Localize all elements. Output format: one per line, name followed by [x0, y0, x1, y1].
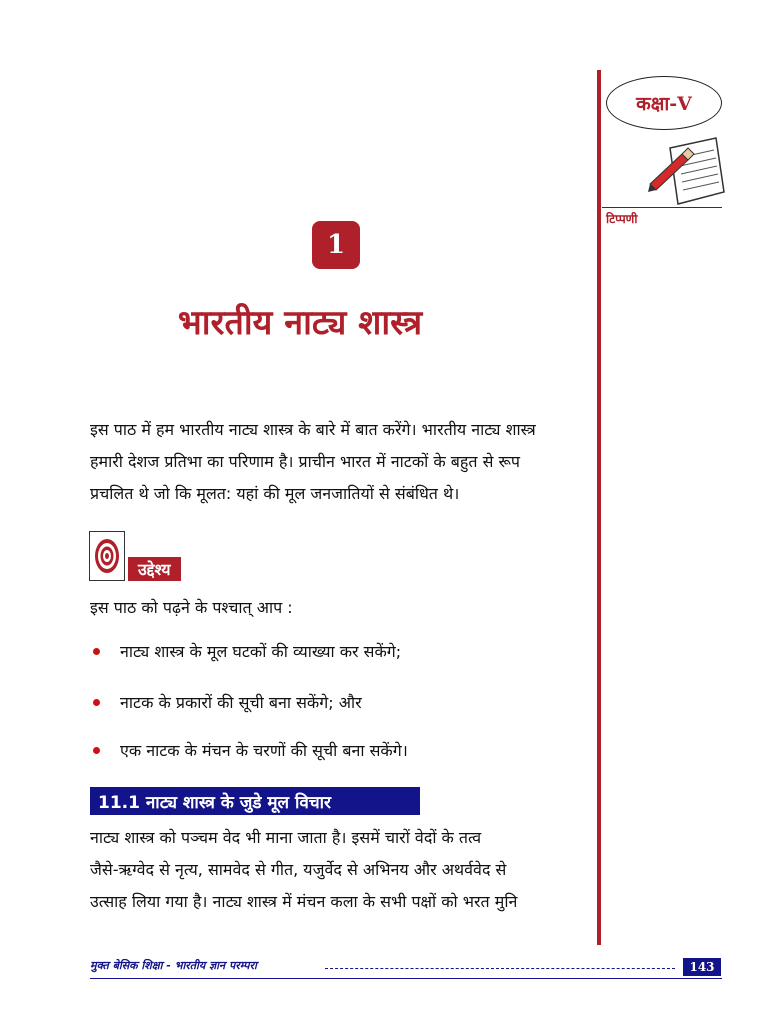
section-heading: 11.1 नाट्य शास्त्र के जुडे मूल विचार	[90, 787, 420, 815]
objectives-lead: इस पाठ को पढ़ने के पश्चात् आप :	[90, 598, 293, 617]
section-line: उत्साह लिया गया है। नाट्य शास्त्र में मंचन कला के सभी पक्षों को भरत मुनि	[90, 892, 518, 911]
chapter-number	[312, 221, 360, 269]
footer-rule	[90, 978, 722, 979]
intro-line: हमारी देशज प्रतिभा का परिणाम है। प्राचीन भारत में नाटकों के बहुत से रूप	[90, 452, 521, 471]
notes-divider	[602, 207, 722, 208]
footer-title: मुक्त बेसिक शिक्षा - भारतीय ज्ञान परम्परा	[90, 959, 257, 972]
intro-paragraph	[90, 414, 588, 510]
pencil-notepad-icon	[648, 134, 728, 210]
bullet-icon	[93, 648, 100, 655]
objectives-heading: उद्देश्य	[128, 557, 181, 581]
page-number: 143	[683, 958, 721, 976]
bullet-icon	[93, 699, 100, 706]
list-item	[90, 640, 590, 662]
objective-text: नाट्य शास्त्र के मूल घटकों की व्याख्या कर सकेंगे;	[120, 642, 402, 661]
section-line: जैसे-ऋग्वेद से नृत्य, सामवेद से गीत, यजुर्वेद से अभिनय और अथर्ववेद से	[90, 860, 507, 879]
section-line: नाट्य शास्त्र को पञ्चम वेद भी माना जाता है। इसमें चारों वेदों के तत्व	[90, 828, 482, 847]
list-item	[90, 739, 590, 761]
class-badge	[606, 76, 722, 130]
objective-text: एक नाटक के मंचन के चरणों की सूची बना सकेंगे।	[120, 741, 408, 760]
notes-label: टिप्पणी	[606, 212, 638, 226]
chapter-title: भारतीय नाट्य शास्त्र	[177, 303, 423, 343]
intro-line: इस पाठ में हम भारतीय नाट्य शास्त्र के बारे में बात करेंगे। भारतीय नाट्य शास्त्र	[90, 420, 536, 439]
bullet-icon	[93, 747, 100, 754]
section-paragraph	[90, 822, 588, 918]
objective-text: नाटक के प्रकारों की सूची बना सकेंगे; और	[120, 693, 362, 712]
footer-dashed-rule	[325, 968, 675, 969]
chapter-number-text: 1	[326, 230, 346, 260]
class-label: कक्षा-V	[636, 93, 692, 115]
intro-line: प्रचलित थे जो कि मूलत: यहां की मूल जनजातियों से संबंधित थे।	[90, 484, 460, 503]
objectives-icon-box	[89, 531, 125, 581]
target-icon	[90, 532, 124, 580]
margin-rule	[597, 70, 601, 945]
list-item	[90, 691, 590, 713]
